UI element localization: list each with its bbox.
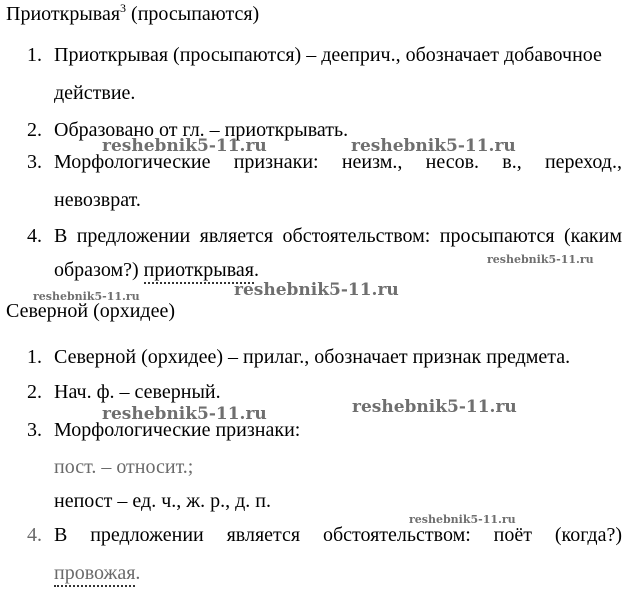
item-line: Образовано от гл. – приоткрывать. bbox=[54, 119, 349, 141]
item-line: Северной (орхидее) – прилаг., обозначает признак предмета. bbox=[54, 346, 571, 368]
watermark: reshebnik5-11.ru bbox=[102, 404, 267, 424]
item-number: 3. bbox=[27, 151, 42, 173]
item-line-with-underline: образом?) приоткрывая. bbox=[54, 258, 259, 282]
item-line: Нач. ф. – северный. bbox=[54, 381, 221, 403]
item-line: пост. – относит.; bbox=[54, 456, 194, 478]
watermark: reshebnik5-11.ru bbox=[487, 253, 594, 266]
item-line: действие. bbox=[54, 82, 136, 104]
section-1-title: Приоткрывая bbox=[6, 3, 121, 25]
watermark: reshebnik5-11.ru bbox=[409, 513, 516, 526]
watermark: reshebnik5-11.ru bbox=[234, 280, 399, 300]
item-number: 2. bbox=[27, 119, 42, 141]
item-line-with-underline: провожая. bbox=[54, 561, 140, 585]
underlined-word: провожая bbox=[54, 562, 135, 587]
item-line: Приоткрывая (просыпаются) – дееприч., обозначает добавочное bbox=[54, 44, 602, 66]
item-number: 1. bbox=[27, 346, 42, 368]
section-1-heading bbox=[6, 2, 259, 26]
item-number: 2. bbox=[27, 381, 42, 403]
watermark: reshebnik5-11.ru bbox=[102, 136, 267, 156]
item-line: непост – ед. ч., ж. р., д. п. bbox=[54, 490, 271, 512]
item-number: 1. bbox=[27, 44, 42, 66]
item-line: Морфологические признаки: bbox=[54, 419, 301, 441]
watermark: reshebnik5-11.ru bbox=[33, 290, 140, 303]
watermark: reshebnik5-11.ru bbox=[351, 136, 516, 156]
watermark: reshebnik5-11.ru bbox=[352, 397, 517, 417]
item-line: В предложении является обстоятельством: поёт (когда?) bbox=[54, 524, 622, 546]
item-line: Морфологические признаки: неизм., несов. в., переход., bbox=[54, 151, 622, 173]
section-1-title-rest: (просыпаются) bbox=[126, 3, 260, 25]
footnote-marker: 3 bbox=[120, 1, 127, 15]
item-line: В предложении является обстоятельством: просыпаются (каким bbox=[54, 225, 622, 247]
item-number: 4. bbox=[27, 524, 42, 546]
item-number: 4. bbox=[27, 225, 42, 247]
underlined-word: приоткрывая bbox=[144, 259, 254, 284]
item-line: невозврат. bbox=[54, 189, 141, 211]
item-number: 3. bbox=[27, 419, 42, 441]
section-2-heading: Северной (орхидее) bbox=[6, 300, 176, 322]
